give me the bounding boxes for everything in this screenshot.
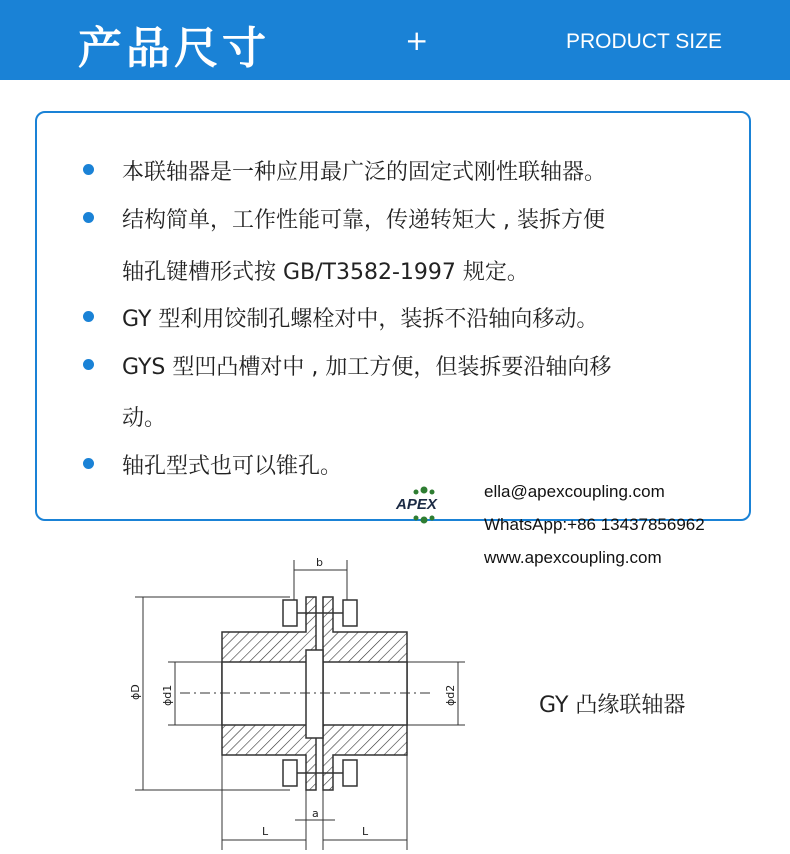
feature-text: GY 型利用饺制孔螺栓对中，装拆不沿轴向移动。 [122,307,599,332]
bullet-icon [83,458,94,469]
logo-text: APEX [396,496,437,513]
contact-whatsapp: WhatsApp:+86 13437856962 [484,515,705,534]
dim-L-left-label: L [262,825,269,838]
feature-text: 轴孔键槽形式按 GB/T3582-1997 规定。 [122,260,529,285]
bullet-icon [83,212,94,223]
contact-email: ella@apexcoupling.com [484,482,665,501]
feature-text: 动。 [122,406,167,431]
plus-icon: + [405,24,429,57]
feature-text: 轴孔型式也可以锥孔。 [122,454,343,479]
coupling-drawing [105,545,475,854]
bullet-icon [83,311,94,322]
feature-text: 结构简单，工作性能可靠，传递转矩大 , 装拆方便 [122,208,605,233]
feature-box [35,111,751,521]
header-banner [0,0,790,80]
page-title: 产品尺寸 [78,23,270,74]
bullet-icon [83,164,94,175]
dim-L-right-label: L [362,825,369,838]
page-title-en: PRODUCT SIZE [566,30,722,53]
feature-text: 本联轴器是一种应用最广泛的固定式刚性联轴器。 [122,160,607,185]
dim-D-label: ϕD [129,684,142,700]
dim-d1-label: ϕd1 [161,684,174,706]
dim-b-label: b [316,556,323,569]
feature-text: GYS 型凹凸槽对中 , 加工方便，但装拆要沿轴向移 [122,355,612,380]
drawing-caption: GY 凸缘联轴器 [539,693,686,718]
contact-website: www.apexcoupling.com [484,548,662,567]
dim-a-label: a [312,807,319,820]
bullet-icon [83,359,94,370]
dim-d2-label: ϕd2 [444,684,457,706]
